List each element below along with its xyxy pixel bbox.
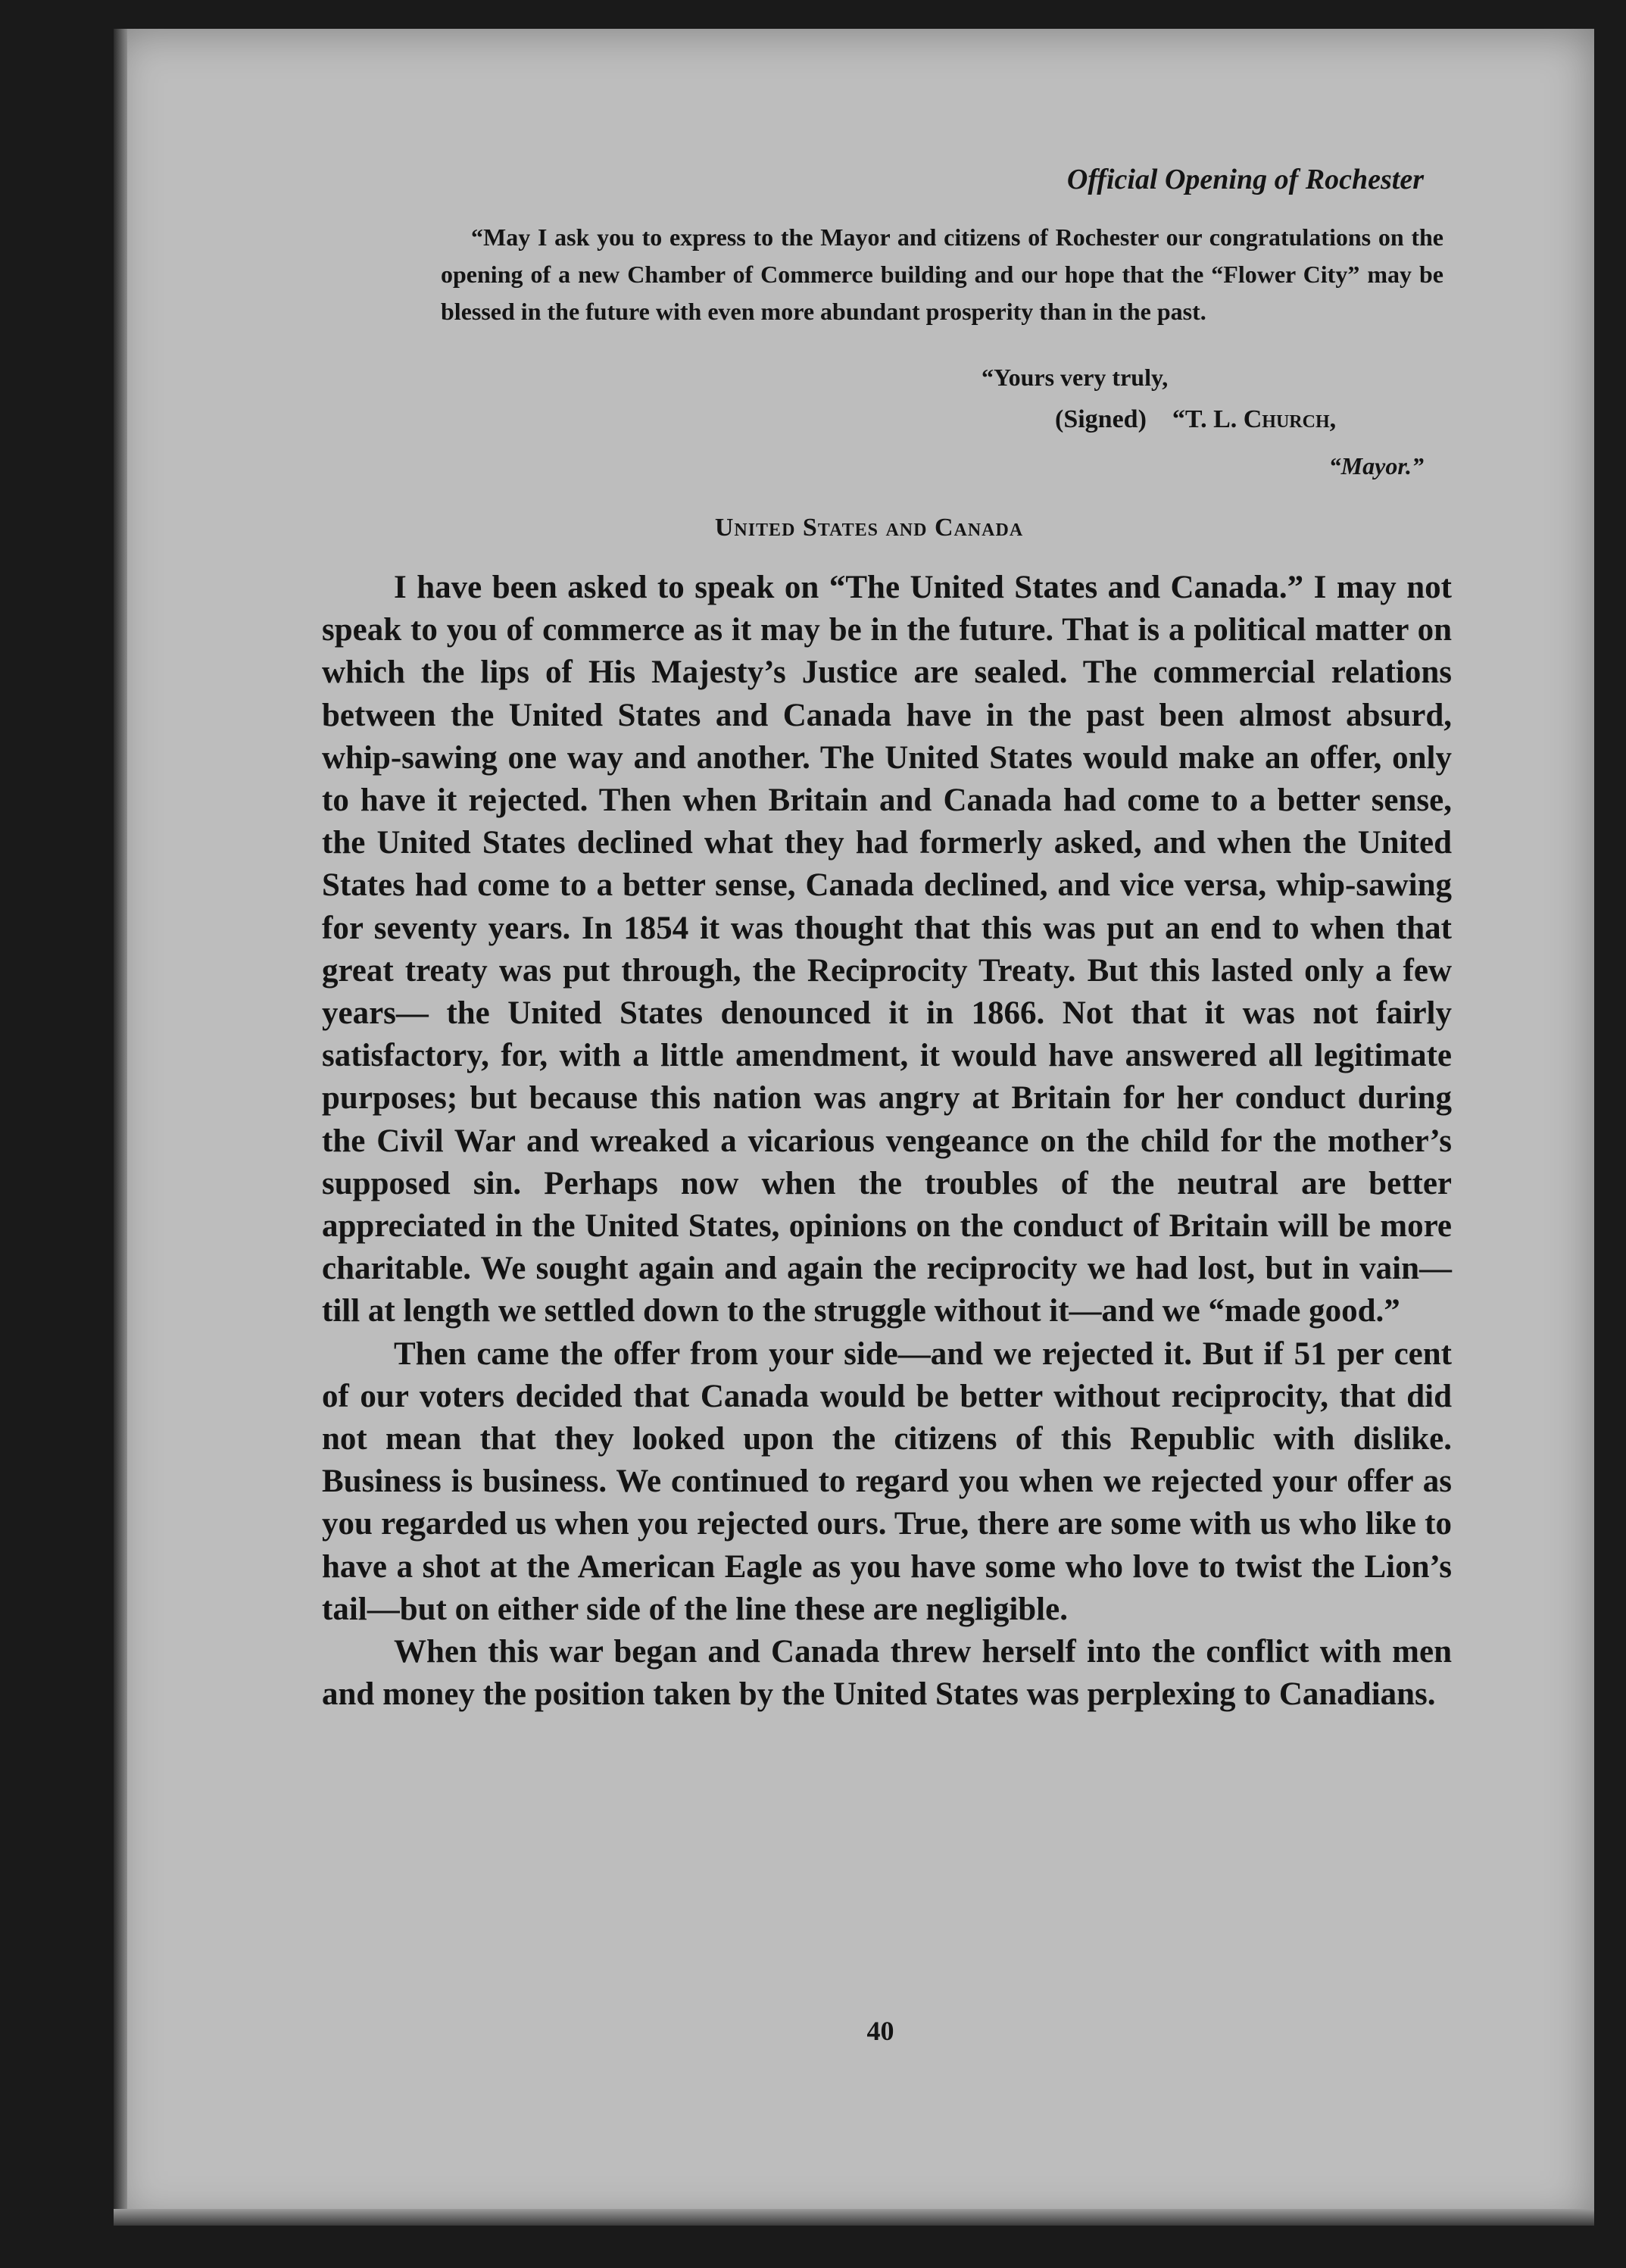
paragraph-2: Then came the offer from your side—and we rejected it. But if 51 per cent of our voters decided that Canada would be better without reciprocity, that did not mean that they looked upon the citizens of this Republic with dislike. Business is business. We continued to regard you when we rejected your offer as you regarded us when you rejected ours. True, there are some with us who like to have a shot at the American Eagle as you have some who love to twist the Lion’s tail—but on either side of the line these are negligible. — [322, 1335, 1452, 1627]
page-number: 40 — [866, 2016, 894, 2046]
body-text — [322, 567, 1452, 1716]
page-bottom-edge — [114, 2209, 1594, 2226]
letter-closing: “Yours very truly, — [982, 364, 1169, 391]
signatory-title: “Mayor.” — [1328, 452, 1424, 480]
signed-label: (Signed) — [1055, 405, 1147, 433]
page-binding-edge — [114, 29, 127, 2226]
quoted-letter: “May I ask you to express to the Mayor and citizens of Rochester our congratulations on the opening of a new Chamber of Commerce building and our hope that the “Flower City” may be blessed in the future with even more abundant prosperity than in the past. — [441, 223, 1443, 325]
paragraph-1: I have been asked to speak on “The United States and Canada.” I may not speak to you of commerce as it may be in the future. That is a political matter on which the lips of His Majesty’s Justice are sealed. The commercial relations between the United States and Canada have in the past been almost absurd, whip-sawing one way and another. The United States would make an offer, only to have it rejected. Then when Britain and Canada had come to a better sense, the United States declined what they had formerly asked, and when the United States had come to a better sense, Canada declined, and vice versa, whip-sawing for seventy years. In 1854 it was thought that this was put an end to when that great treaty was put through, the Reciprocity Treaty. But this lasted only a few years— the United States denounced it in 1866. Not that it was not fairly satisfactory, for, with a little amendment, it would have answered all legitimate purposes; but because this nation was angry at Britain for her conduct during the Civil War and wreaked a vicarious vengeance on the child for the mother’s supposed sin. Perhaps now when the troubles of the neutral are better appreciated in the United States, opinions on the conduct of Britain will be more charitable. We sought again and again the reciprocity we had lost, but in vain—till at length we settled down to the struggle without it—and we “made good.” — [322, 570, 1452, 1329]
signatory-name: “T. L. Church, — [1172, 405, 1337, 433]
running-head: Official Opening of Rochester — [1066, 164, 1424, 195]
paragraph-3: When this war began and Canada threw herself into the conflict with men and money the position taken by the United States was perplexing to Canadians. — [322, 1634, 1452, 1713]
section-heading: United States and Canada — [714, 514, 1024, 542]
document-page — [114, 29, 1594, 2226]
letter-signature — [1055, 405, 1336, 434]
